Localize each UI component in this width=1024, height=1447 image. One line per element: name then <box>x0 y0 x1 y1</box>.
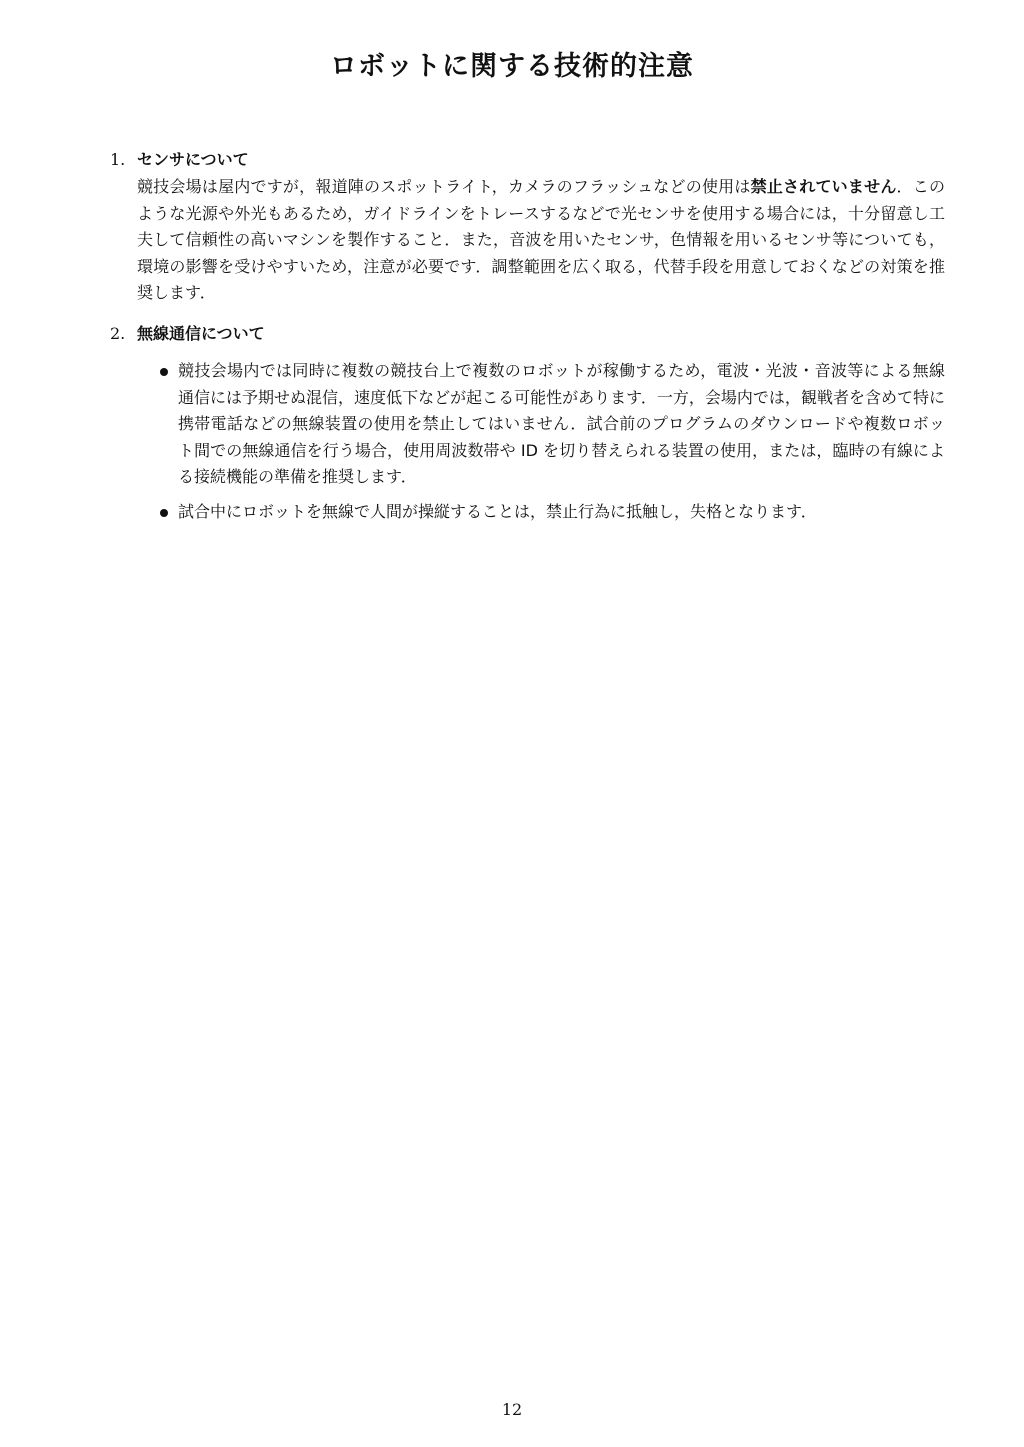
list-item <box>110 358 945 491</box>
bullet-list <box>110 358 945 525</box>
section-paragraph <box>137 174 945 307</box>
section-number: 2. <box>110 324 126 343</box>
bullet-icon <box>160 509 168 517</box>
paragraph-text: ．このような光源や外光もあるため，ガイドラインをトレースするなどで光センサを使用する場合には，十分留意し工夫して信頼性の高いマシンを製作すること．また，音波を用いたセンサ，色情報を用いるセンサ等についても，環境の影響を受けやすいため，注意が必要です．調整範囲を広く取る，代替手段を用意しておくなどの対策を推奨します． <box>137 177 945 302</box>
section-sensors <box>110 148 945 307</box>
document-title: ロボットに関する技術的注意 <box>330 51 694 82</box>
bullet-icon <box>160 368 168 376</box>
section-heading <box>110 148 945 172</box>
section-title: 無線通信について <box>137 324 265 343</box>
paragraph-bold-text: 禁止されていません <box>750 177 897 196</box>
section-number: 1. <box>110 150 126 169</box>
page-number: 12 <box>501 1400 523 1419</box>
section-title: センサについて <box>137 150 249 169</box>
list-item <box>110 499 945 526</box>
paragraph-text: 競技会場は屋内ですが，報道陣のスポットライト，カメラのフラッシュなどの使用は <box>137 177 751 196</box>
section-wireless <box>110 322 945 533</box>
list-item-text: 競技会場内では同時に複数の競技台上で複数のロボットが稼働するため，電波・光波・音波等による無線通信には予期せぬ混信，速度低下などが起こる可能性があります．一方，会場内では，観戦者を含めて特に携帯電話などの無線装置の使用を禁止してはいません．試合前のプログラムのダウンロードや複数ロボット間での無線通信を行う場合，使用周波数帯や ID を切り替えられる装置の使用，または，臨時の有線による接続機能の準備を推奨します． <box>178 361 945 486</box>
section-heading <box>110 322 945 346</box>
list-item-text: 試合中にロボットを無線で人間が操縦することは，禁止行為に抵触し，失格となります． <box>178 501 817 521</box>
